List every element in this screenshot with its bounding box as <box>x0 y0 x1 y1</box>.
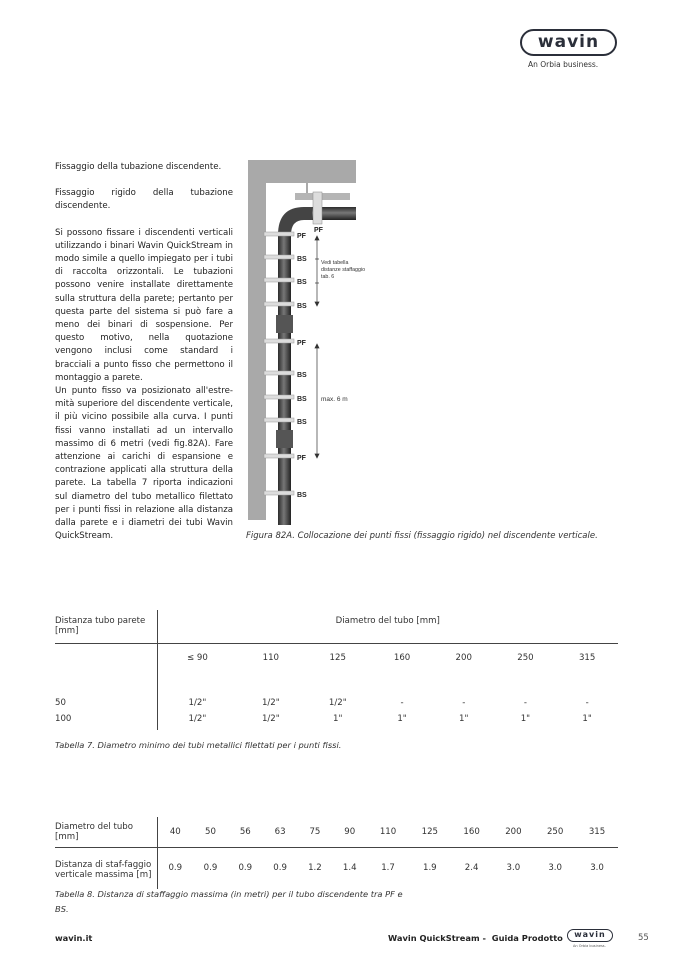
diameter: 250 <box>517 653 534 664</box>
cell: 1/2" <box>261 714 280 724</box>
note-line: tab. 6 <box>321 274 335 280</box>
table-8 <box>55 817 618 889</box>
cell: 1" <box>333 714 343 724</box>
diameter: 125 <box>421 826 439 837</box>
note-line: distanze staffaggio <box>321 267 366 273</box>
diameter: 315 <box>578 653 596 664</box>
distance-value: 0.9 <box>203 863 218 874</box>
cell: - <box>462 698 466 708</box>
cell: - <box>585 698 589 708</box>
diameter: 110 <box>262 653 280 664</box>
cell: 1/2" <box>328 698 347 708</box>
cell: 1/2" <box>261 698 280 708</box>
heading-fissaggio: Fissaggio della tubazione discendente. <box>55 162 222 172</box>
heading-fissaggio-rigido: Fissaggio rigido della tubazione discendente. <box>55 188 233 212</box>
footer-site-link[interactable]: wavin.it <box>55 933 93 943</box>
figure-82a <box>240 155 440 525</box>
diameter: 90 <box>344 826 356 837</box>
label-pf-top: PF <box>314 227 323 234</box>
wavin-logo: wavin <box>520 29 617 56</box>
row-header: Distanza tubo parete [mm] <box>55 610 157 643</box>
diameter: 125 <box>329 653 346 664</box>
label-bs: BS <box>297 372 307 379</box>
distance-value: 0.9 <box>238 863 253 874</box>
body-text <box>55 161 233 543</box>
note-line: Vedi tabella <box>321 260 349 266</box>
logo-tagline: An Orbia business. <box>528 60 599 69</box>
diameter: 40 <box>169 826 181 837</box>
diameter: 200 <box>505 826 522 837</box>
distance-value: 0.9 <box>273 863 287 874</box>
paragraph-2: Un punto fisso va posizionato all'estre-mità superiore del discendente verticale, il più vicino possibile alla curva. I punti fissi vanno installati ad un intervallo massimo di 6 metri (vedi fig.82A). Fare attenzione ai carichi di espansione e contrazione applicati alla struttura della parete. La tabella 7 riporta indicazioni sul diametro del tubo metallico filettato per i punti fissi in relazione alla distanza dalla parete e i diametri dei tubi Wavin QuickStream. <box>55 386 233 542</box>
diameter: ≤ 90 <box>187 653 208 664</box>
cell: 1" <box>520 714 531 724</box>
cell: - <box>400 698 404 708</box>
max-distance-label: max. 6 m <box>321 396 348 403</box>
distance-value: 3.0 <box>548 863 562 874</box>
label-bs: BS <box>297 279 307 286</box>
diameter: 50 <box>205 826 216 837</box>
diameter: 56 <box>239 826 251 837</box>
label-pf: PF <box>297 233 306 240</box>
distance-value: 2.4 <box>464 863 479 874</box>
label-pf: PF <box>297 340 306 347</box>
table-row <box>55 673 618 708</box>
wall <box>248 160 266 520</box>
label-bs: BS <box>297 419 307 426</box>
distance-value: 1.9 <box>422 863 437 874</box>
diameter: 63 <box>274 826 286 837</box>
label-bs: BS <box>297 303 307 310</box>
diameter: 315 <box>588 826 606 837</box>
diameter: 75 <box>309 826 321 837</box>
footer-wavin-logo: wavin <box>567 929 613 942</box>
diameter: 160 <box>393 653 411 664</box>
row-header: Distanza di staf-faggio verticale massima [m] <box>55 847 157 889</box>
footer-title: Wavin QuickStream - Guida Prodotto <box>388 933 563 943</box>
table-row <box>55 708 618 730</box>
distance-value: 1.7 <box>381 863 395 874</box>
row-header: Diametro del tubo [mm] <box>55 817 157 847</box>
footer-tagline: An Orbia business. <box>573 944 606 948</box>
diameter: 250 <box>546 826 564 837</box>
cell: 1/2" <box>188 714 207 724</box>
label-bs: BS <box>297 492 307 499</box>
cell: - <box>523 698 527 708</box>
diameter: 160 <box>463 826 480 837</box>
page-number: 55 <box>638 933 649 943</box>
diameter: 200 <box>455 653 472 664</box>
distance: 100 <box>55 708 157 730</box>
distance-value: 1.4 <box>342 863 357 874</box>
distance-value: 3.0 <box>590 863 604 874</box>
distance-value: 0.9 <box>168 863 183 874</box>
cell: 1" <box>397 714 407 724</box>
col-header: Diametro del tubo [mm] <box>335 616 440 626</box>
cell: 1/2" <box>188 698 207 708</box>
distance-value: 1.2 <box>308 863 322 874</box>
distance: 50 <box>55 673 157 708</box>
paragraph-1: Si possono fissare i discendenti verticali utilizzando i binari Wavin QuickStream in modo simile a quello impiegato per i tubi di raccolta orizzontali. Le tubazioni possono venire installate direttamente sulla struttura della parete; pertanto per questa parte del sistema si può fare a meno dei binari di sospensione. Per questo motivo, nella quotazione vengono inclusi come standard i bracciali a punto fisso che permettono il montaggio a parete. <box>55 227 233 383</box>
cell: 1" <box>582 714 592 724</box>
figure-caption: Figura 82A. Collocazione dei punti fissi (fissaggio rigido) nel discendente verticale. <box>246 531 598 541</box>
ceiling <box>266 160 356 183</box>
label-bs: BS <box>297 256 307 263</box>
cell: 1" <box>459 714 469 724</box>
distance-value: 3.0 <box>506 863 521 874</box>
diameter: 110 <box>379 826 397 837</box>
label-bs: BS <box>297 396 307 403</box>
table-8-caption: Tabella 8. Distanza di staffaggio massima (in metri) per il tubo discendente tra PF e BS. <box>55 889 403 914</box>
label-pf: PF <box>297 455 306 462</box>
table-7 <box>55 610 618 730</box>
table-7-caption: Tabella 7. Diametro minimo dei tubi metallici filettati per i punti fissi. <box>55 740 342 750</box>
